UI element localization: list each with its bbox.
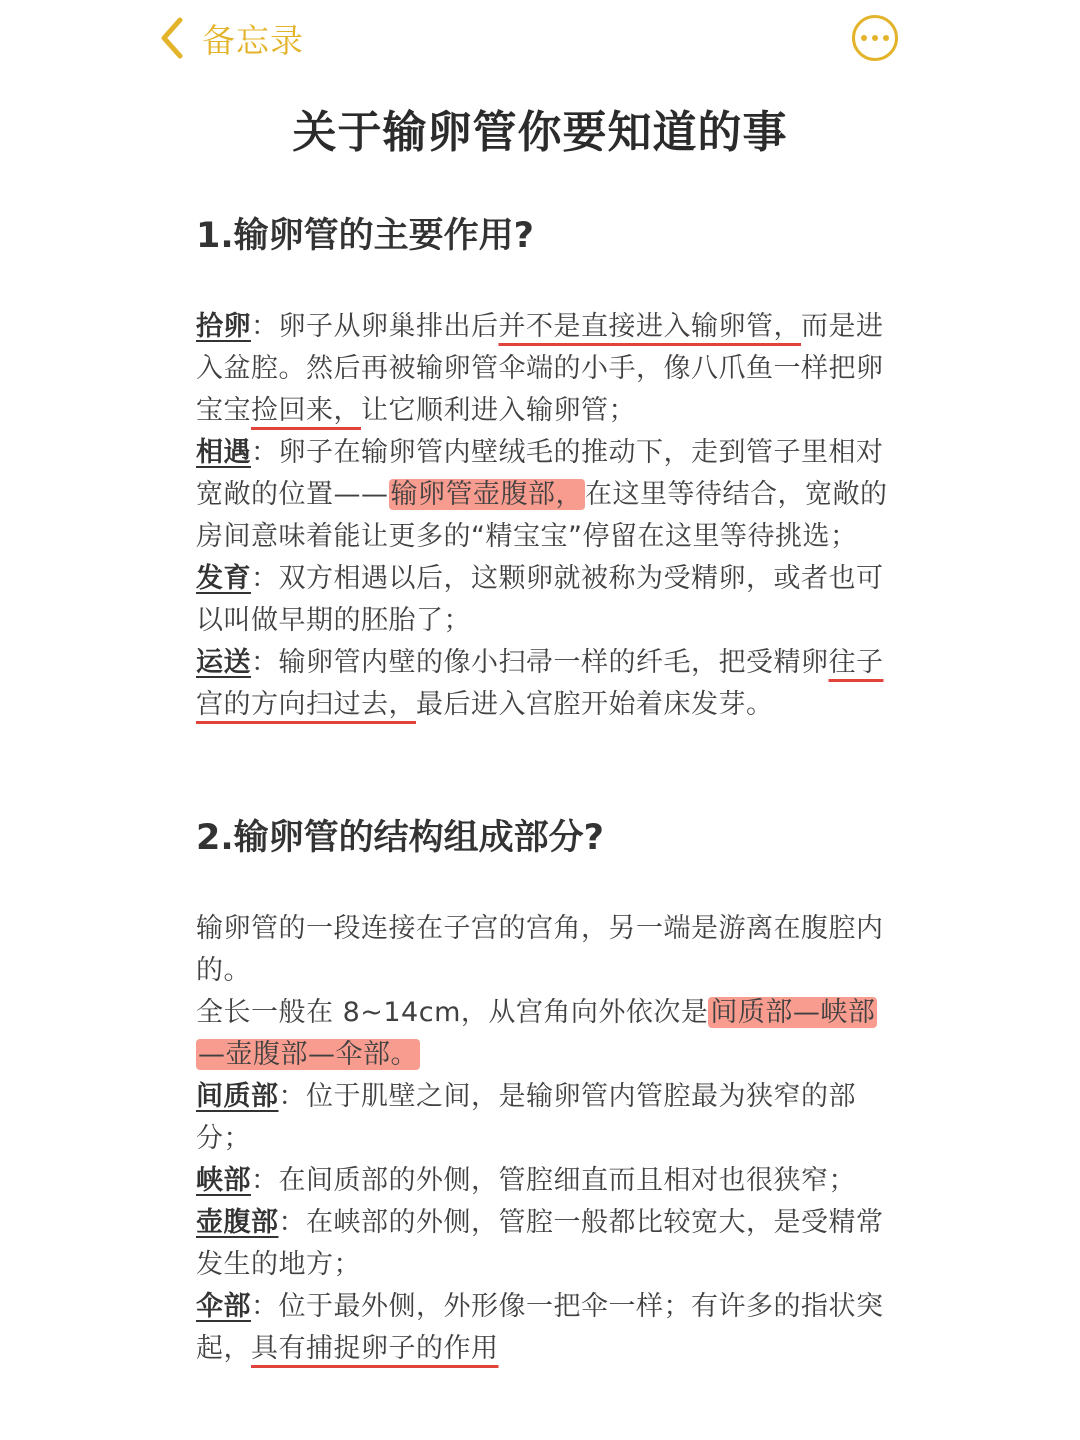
red-underline-text: 捡回来， bbox=[251, 395, 361, 426]
term-label: 伞部 bbox=[196, 1291, 251, 1322]
highlighted-text: 间质部—峡部—壶腹部—伞部。 bbox=[198, 997, 876, 1070]
paragraph-development: 发育：双方相遇以后，这颗卵就被称为受精卵，或者也可以叫做早期的胚胎了； bbox=[196, 563, 884, 636]
paragraph-fimbria: 伞部：位于最外侧，外形像一把伞一样；有许多的指状突起，具有捕捉卵子的作用 bbox=[196, 1291, 884, 1364]
term-label: 拾卵 bbox=[196, 311, 251, 342]
paragraph-length: 全长一般在 8~14cm，从宫角向外依次是间质部—峡部—壶腹部—伞部。 bbox=[196, 997, 876, 1070]
red-underline-text: 并不是直接进入输卵管， bbox=[498, 311, 801, 342]
term-label: 运送 bbox=[196, 647, 251, 678]
section-1-body bbox=[196, 306, 896, 726]
paragraph-meeting: 相遇：卵子在输卵管内壁绒毛的推动下，走到管子里相对宽敞的位置——输卵管壶腹部，在这里等待结合，宽敞的房间意味着能让更多的“精宝宝”停留在这里等待挑选； bbox=[196, 437, 888, 552]
section-1-heading: 1.输卵管的主要作用? bbox=[196, 216, 534, 256]
nav-bar bbox=[0, 0, 1080, 78]
paragraph-catching-egg: 拾卵：卵子从卵巢排出后并不是直接进入输卵管，而是进入盆腔。然后再被输卵管伞端的小手，像八爪鱼一样把卵宝宝捡回来，让它顺利进入输卵管； bbox=[196, 311, 884, 426]
term-label: 相遇 bbox=[196, 437, 251, 468]
section-2-body bbox=[196, 908, 896, 1370]
term-label: 壶腹部 bbox=[196, 1207, 279, 1238]
back-label: 备忘录 bbox=[202, 20, 304, 60]
back-button[interactable] bbox=[160, 10, 304, 66]
term-label: 间质部 bbox=[196, 1081, 279, 1112]
red-underline-text: 具有捕捉卵子的作用 bbox=[251, 1333, 499, 1364]
term-label: 峡部 bbox=[196, 1165, 251, 1196]
paragraph-interstitial: 间质部：位于肌壁之间，是输卵管内管腔最为狭窄的部分； bbox=[196, 1081, 856, 1154]
more-options-button[interactable] bbox=[852, 15, 898, 61]
highlighted-text: 输卵管壶腹部， bbox=[390, 479, 583, 510]
term-label: 发育 bbox=[196, 563, 251, 594]
red-underline-text: 往子宫的方向扫过去， bbox=[196, 647, 884, 720]
note-title: 关于输卵管你要知道的事 bbox=[292, 107, 788, 158]
paragraph-ampulla: 壶腹部：在峡部的外侧，管腔一般都比较宽大，是受精常发生的地方； bbox=[196, 1207, 884, 1280]
paragraph-intro: 输卵管的一段连接在子宫的宫角，另一端是游离在腹腔内的。 bbox=[196, 913, 884, 986]
section-2-heading: 2.输卵管的结构组成部分? bbox=[196, 818, 604, 858]
paragraph-transport: 运送：输卵管内壁的像小扫帚一样的纤毛，把受精卵往子宫的方向扫过去，最后进入宫腔开始着床发芽。 bbox=[196, 647, 884, 720]
ellipsis-circle-icon bbox=[861, 35, 867, 41]
chevron-left-icon bbox=[160, 17, 184, 59]
paragraph-isthmus: 峡部：在间质部的外侧，管腔细直而且相对也很狭窄； bbox=[196, 1165, 856, 1196]
